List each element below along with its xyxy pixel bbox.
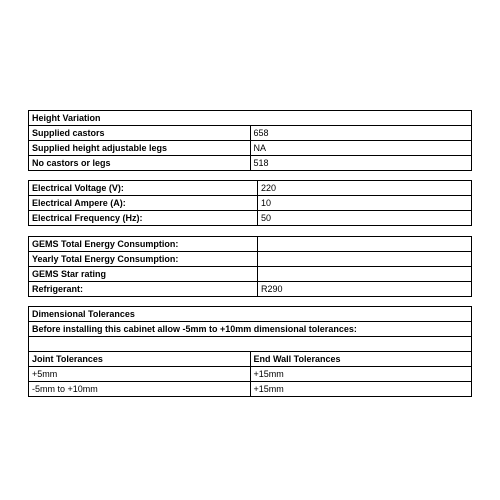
row-value: 658: [250, 126, 472, 141]
table-row: [29, 382, 472, 397]
table-row: [29, 156, 472, 171]
spacer-cell: [29, 337, 472, 352]
row-value: R290: [258, 282, 472, 297]
table-row: [29, 322, 472, 337]
table-row: [29, 267, 472, 282]
row-label: Refrigerant:: [29, 282, 258, 297]
row-label: Supplied castors: [29, 126, 251, 141]
table-row: [29, 181, 472, 196]
row-value: 50: [258, 211, 472, 226]
table-row: [29, 126, 472, 141]
row-value: 518: [250, 156, 472, 171]
electrical-table: [28, 180, 472, 226]
joint-tolerance-cell: +5mm: [29, 367, 251, 382]
row-label: GEMS Total Energy Consumption:: [29, 237, 258, 252]
row-value: [258, 267, 472, 282]
table-row: [29, 307, 472, 322]
column-header-end-wall: End Wall Tolerances: [250, 352, 472, 367]
energy-table: [28, 236, 472, 297]
table-row: [29, 211, 472, 226]
dimensional-tolerances-table: [28, 306, 472, 397]
table-row: [29, 367, 472, 382]
row-value: [258, 252, 472, 267]
row-label: No castors or legs: [29, 156, 251, 171]
row-value: 10: [258, 196, 472, 211]
row-label: Supplied height adjustable legs: [29, 141, 251, 156]
column-header-joint: Joint Tolerances: [29, 352, 251, 367]
height-variation-table: [28, 110, 472, 171]
row-label: Electrical Ampere (A):: [29, 196, 258, 211]
row-label: GEMS Star rating: [29, 267, 258, 282]
height-variation-header: Height Variation: [29, 111, 472, 126]
table-row: [29, 337, 472, 352]
table-row: [29, 237, 472, 252]
row-value: 220: [258, 181, 472, 196]
row-value: NA: [250, 141, 472, 156]
table-row: [29, 282, 472, 297]
row-label: Electrical Voltage (V):: [29, 181, 258, 196]
table-row: [29, 352, 472, 367]
row-label: Electrical Frequency (Hz):: [29, 211, 258, 226]
joint-tolerance-cell: -5mm to +10mm: [29, 382, 251, 397]
row-value: [258, 237, 472, 252]
dimensional-header: Dimensional Tolerances: [29, 307, 472, 322]
table-row: [29, 196, 472, 211]
table-row: [29, 141, 472, 156]
end-wall-tolerance-cell: +15mm: [250, 382, 472, 397]
row-label: Yearly Total Energy Consumption:: [29, 252, 258, 267]
dimensional-note: Before installing this cabinet allow -5mm to +10mm dimensional tolerances:: [29, 322, 472, 337]
table-row: [29, 252, 472, 267]
end-wall-tolerance-cell: +15mm: [250, 367, 472, 382]
table-row: [29, 111, 472, 126]
